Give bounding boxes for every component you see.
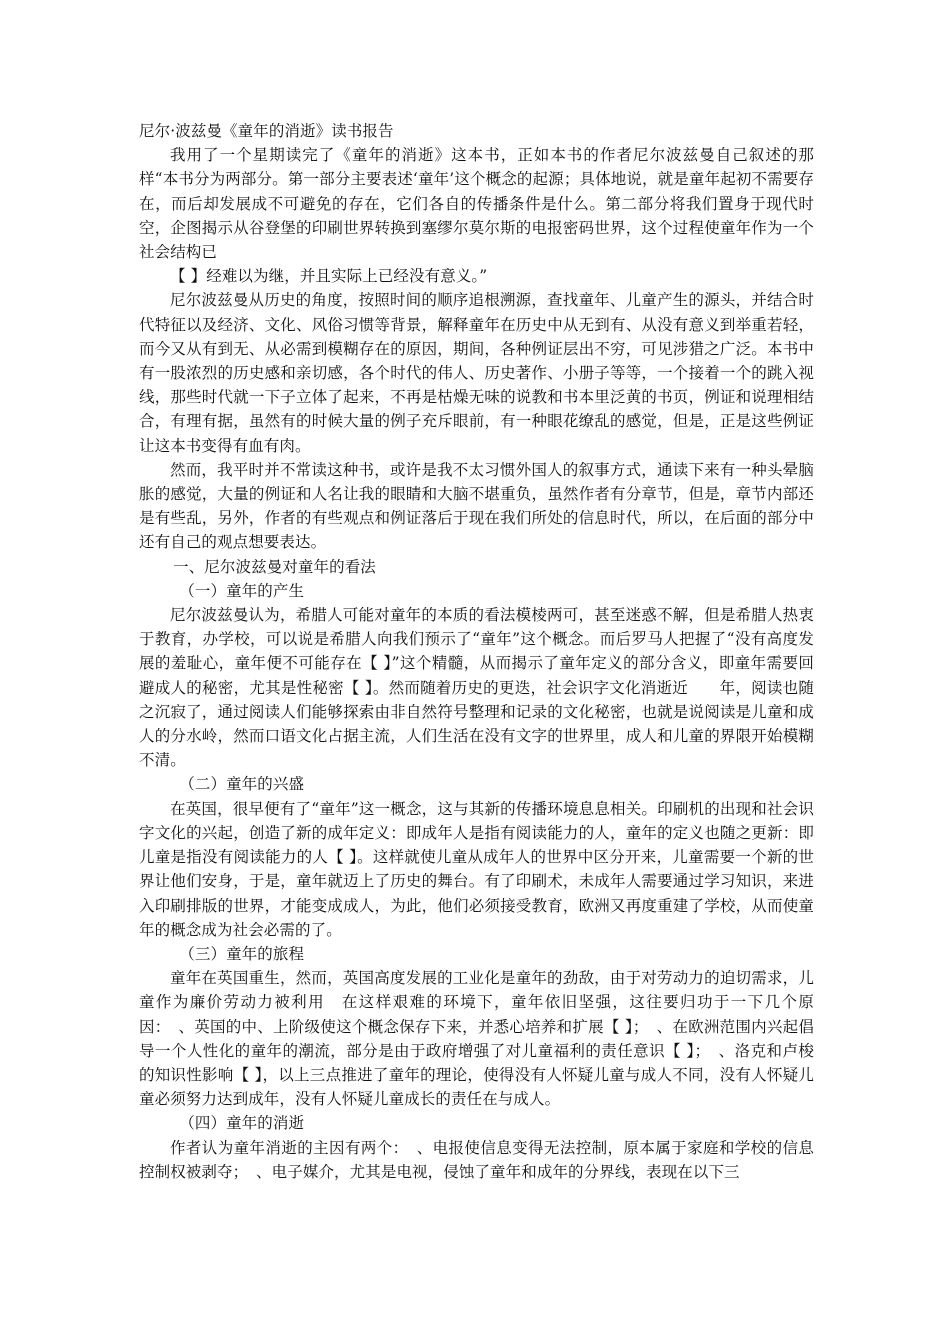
subsection-heading-journey: （三）童年的旅程 xyxy=(179,944,305,963)
document-title: 尼尔·波兹曼《童年的消逝》读书报告 xyxy=(139,122,394,140)
paragraph-opinion: 然而，我平时并不常读这种书，或许是我不太习惯外国人的叙事方式，通读下来有一种头晕脑胀的感觉，大量的例证和人名让我的眼睛和大脑不堪重负，虽然作者有分章节，但是，章节内部还是有些乱，另外，作者的有些观点和例证落后于现在我们所处的信息时代，所以，在后面的部分中还有自己的观点想要表达。 xyxy=(139,460,814,552)
paragraph-quote-end: 【 】经难以为继，并且实际上已经没有意义。” xyxy=(170,267,488,286)
paragraph-origin: 尼尔波兹曼认为，希腊人可能对童年的本质的看法模棱两可，甚至迷惑不解，但是希腊人热衷于教育，办学校，可以说是希腊人向我们预示了“童年”这个概念。而后罗马人把握了“没有高度发展的羞耻心，童年便不可能存在【 】”这个精髓，从而揭示了童年定义的部分含义，即童年需要回避成人的秘密，尤其是性秘密【 】。然而随着历史的更迭，社会识字文化消逝近 年，阅读也随之沉寂了，通过阅读人们能够探索由非自然符号整理和记录的文化秘密，也就是说阅读是儿童和成人的分水岭，然而口语文化占据主流，人们生活在没有文字的世界里，成人和儿童的界限开始模糊不清。 xyxy=(139,606,814,770)
paragraph-disappearance: 作者认为童年消逝的主因有两个： 、电报使信息变得无法控制，原本属于家庭和学校的信息控制权被剥夺； 、电子媒介，尤其是电视，侵蚀了童年和成年的分界线，表现在以下三 xyxy=(139,1138,814,1181)
paragraph-prosperity: 在英国，很早便有了“童年”这一概念，这与其新的传播环境息息相关。印刷机的出现和社会识字文化的兴起，创造了新的成年定义：即成年人是指有阅读能力的人，童年的定义也随之更新：即儿童是指没有阅读能力的人【 】。这样就使儿童从成年人的世界中区分开来，儿童需要一个新的世界让他们安身，于是，童年就迈上了历史的舞台。有了印刷术，未成年人需要通过学习知识，来进入印刷排版的世界，才能变成成人，为此，他们必须接受教育，欧洲又再度重建了学校，从而使童年的概念成为社会必需的了。 xyxy=(139,799,814,939)
subsection-heading-disappearance: （四）童年的消逝 xyxy=(179,1114,305,1133)
paragraph-intro: 我用了一个星期读完了《童年的消逝》这本书，正如本书的作者尼尔波兹曼自己叙述的那样“本书分为两部分。第一部分主要表述‘童年’这个概念的起源；具体地说，就是童年起初不需要存在，而后却发展成不可避免的存在，它们各自的传播条件是什么。第二部分将我们置身于现代时空，企图揭示从谷登堡的印刷世界转换到塞缪尔莫尔斯的电报密码世界，这个过程使童年作为一个社会结构已 xyxy=(139,146,814,262)
subsection-heading-origin: （一）童年的产生 xyxy=(179,581,305,600)
section-heading-1: 一、尼尔波兹曼对童年的看法 xyxy=(173,557,376,576)
subsection-heading-prosperity: （二）童年的兴盛 xyxy=(179,775,305,794)
document-body xyxy=(139,119,814,1184)
paragraph-history: 尼尔波兹曼从历史的角度，按照时间的顺序追根溯源，查找童年、儿童产生的源头，并结合时代特征以及经济、文化、风俗习惯等背景，解释童年在历史中从无到有、从没有意义到举重若轻，而今又从有到无、从必需到模糊存在的原因，期间，各种例证层出不穷，可见涉猎之广泛。本书中有一股浓烈的历史感和亲切感，各个时代的伟人、历史著作、小册子等等，一个接着一个的跳入视线，那些时代就一下子立体了起来，不再是枯燥无味的说教和书本里泛黄的书页，例证和说理相结合，有理有据，虽然有的时候大量的例子充斥眼前，有一种眼花缭乱的感觉，但是，正是这些例证让这本书变得有血有肉。 xyxy=(139,291,814,455)
paragraph-journey: 童年在英国重生，然而，英国高度发展的工业化是童年的劲敌，由于对劳动力的迫切需求，儿童作为廉价劳动力被利用 在这样艰难的环境下，童年依旧坚强，这往要归功于一下几个原因： 、英国的中、上阶级使这个概念保存下来，并悉心培养和扩展【 】； 、在欧洲范围内兴起倡导一个人性化的童年的潮流，部分是由于政府增强了对儿童福利的责任意识【 】； 、洛克和卢梭的知识性影响【 】，以上三点推进了童年的理论，使得没有人怀疑儿童与成人不同，没有人怀疑儿童必须努力达到成年，没有人怀疑儿童成长的责任在与成人。 xyxy=(139,969,814,1109)
